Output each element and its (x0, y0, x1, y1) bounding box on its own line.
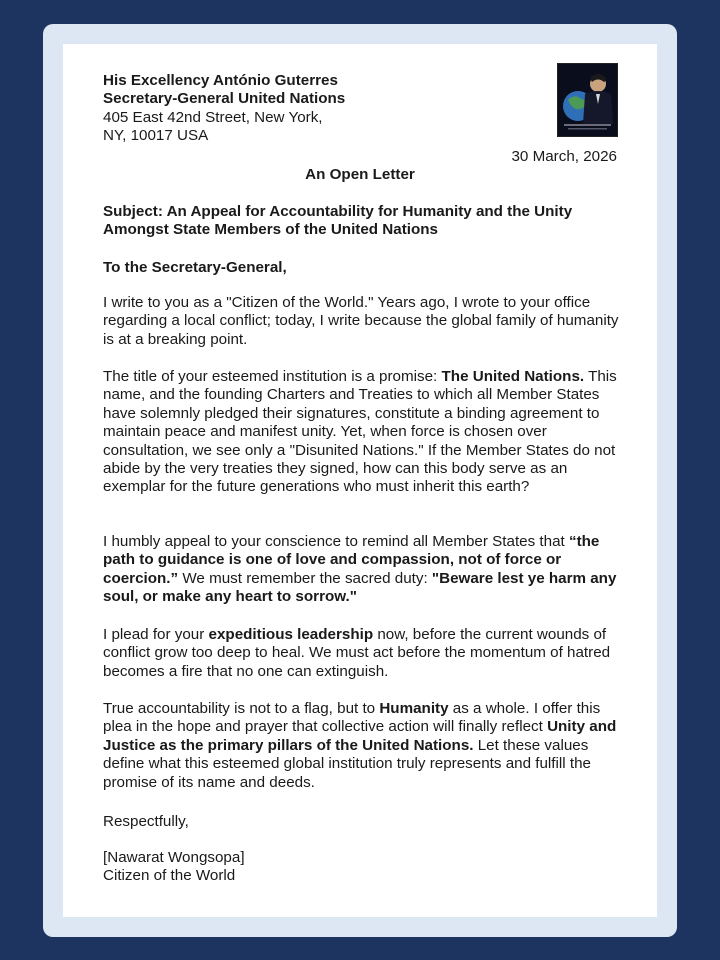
recipient-block (103, 72, 633, 146)
recipient-city: NY, 10017 USA (103, 127, 209, 145)
paragraph-2 (103, 368, 623, 497)
p2-text-c: This name, and the founding Charters and Treaties to which all Member States have solemnly pledged their signatures, constitute a binding agreement to maintain peace and manifest unity. Yet, when force is chosen over consultation, we see only a "Disunited Nations." If the Member States do not abide by the very treaties they signed, how can this body serve as an exemplar for the future generations who must inherit this earth? (103, 368, 617, 496)
p5-text-c: as a whole. I offer this plea in the hope and prayer that collective action will finally reflect (103, 700, 601, 736)
p4-text-c: now, before the current wounds of conflict grow too deep to heal. We must act before the momentum of hatred becomes a fire that no one can extinguish. (103, 626, 611, 680)
p3-text-a: I humbly appeal to your conscience to remind all Member States that (103, 533, 569, 550)
recipient-title: Secretary-General United Nations (103, 90, 346, 108)
letter-date: 30 March, 2026 (511, 148, 617, 165)
p5-bold-d: Unity and Justice as the primary pillars of the United Nations. (103, 718, 617, 754)
letter-body (103, 72, 633, 884)
p4-bold-b: expeditious leadership (208, 626, 374, 643)
salutation: To the Secretary-General, (103, 259, 287, 276)
p3-bold-b: “the path to guidance is one of love and compassion, not of force or coercion.” (103, 533, 600, 587)
p5-text-a: True accountability is not to a flag, but to (103, 700, 380, 717)
signature-name: [Nawarat Wongsopa] (103, 849, 245, 866)
recipient-name: His Excellency António Guterres (103, 72, 338, 89)
p4-text-a: I plead for your (103, 626, 209, 643)
p3-bold-d: "Beware lest ye harm any soul, or make any heart to sorrow." (103, 569, 617, 606)
p5-bold-b: Humanity (379, 700, 449, 717)
p2-bold-b: The United Nations. (441, 368, 585, 385)
signature-title: Citizen of the World (103, 867, 236, 884)
paragraph-4 (103, 626, 623, 681)
closing: Respectfully, (103, 813, 189, 830)
p2-text-a: The title of your esteemed institution is a promise: (103, 368, 442, 385)
letter-subject: Subject: An Appeal for Accountability for Humanity and the Unity Amongst State Members of the United Nations (103, 203, 573, 239)
p3-text-c: We must remember the sacred duty: (178, 569, 432, 587)
paragraph-5 (103, 700, 623, 792)
paragraph-1: I write to you as a "Citizen of the World." Years ago, I wrote to your office regarding a local conflict; today, I write because the global family of humanity is at a breaking point. (103, 294, 619, 348)
paragraph-3 (103, 533, 623, 607)
recipient-street: 405 East 42nd Street, New York, (103, 108, 323, 126)
letter-title: An Open Letter (305, 166, 415, 183)
p5-text-e: Let these values define what this esteemed global institution truly represents and fulfill the promise of its name and deeds. (103, 736, 591, 791)
